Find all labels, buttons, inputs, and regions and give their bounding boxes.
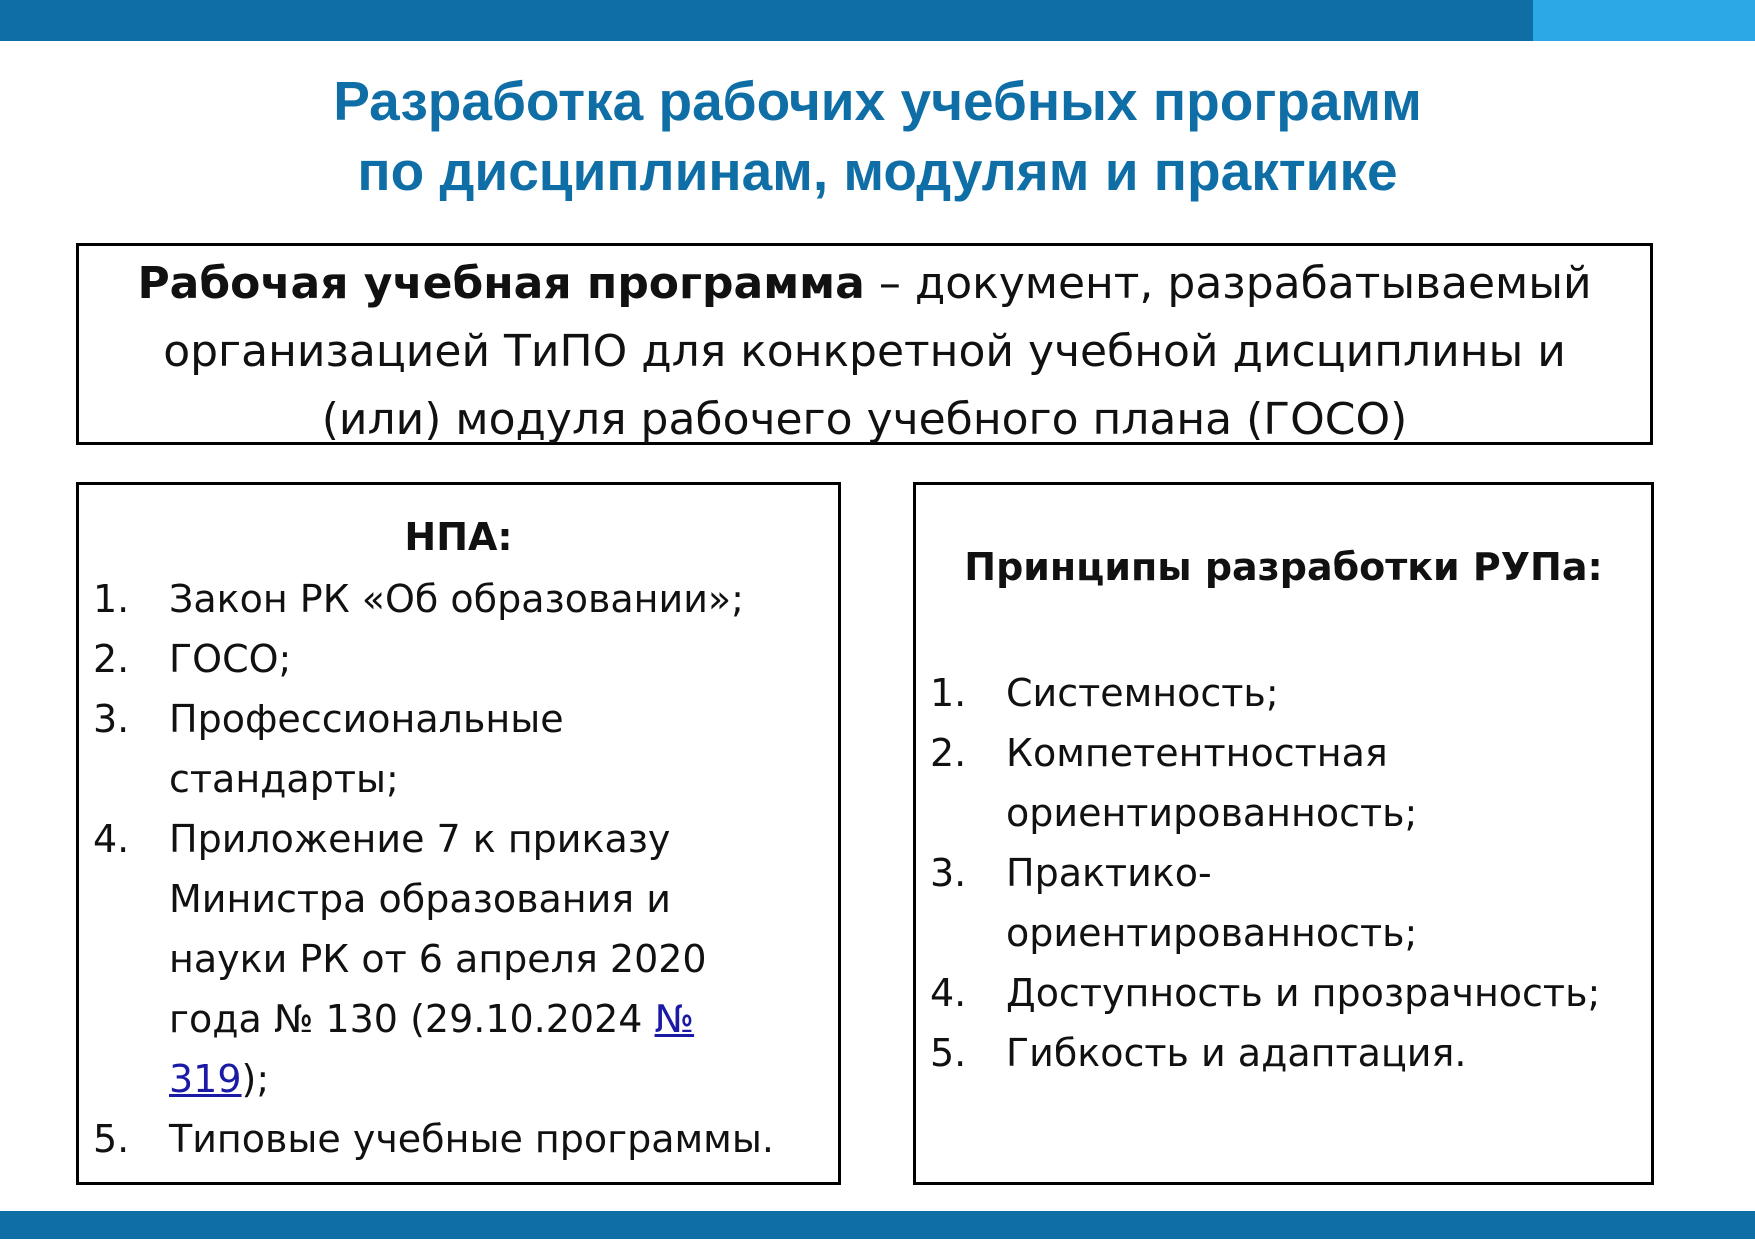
npa-item-text [169, 809, 838, 1109]
npa-item-line: Закон РК «Об образовании»; [169, 577, 744, 621]
npa-item-text [169, 689, 838, 809]
principles-item-text [1006, 663, 1651, 723]
principles-item-line: Доступность и прозрачность; [1006, 971, 1601, 1015]
npa-heading: НПА: [404, 515, 513, 559]
npa-item-number: 1. [93, 577, 130, 621]
principles-item-2 [916, 723, 1651, 843]
npa-item-number: 5. [93, 1117, 130, 1161]
npa-item-line [169, 1049, 838, 1109]
bottom-decorative-bar [0, 1211, 1755, 1239]
principles-item-line: ориентированность; [1006, 911, 1418, 955]
npa-item-line: ГОСО; [169, 637, 292, 681]
order-319-link-continued[interactable]: 319 [169, 1057, 242, 1101]
npa-item-line-tail: ); [241, 1057, 270, 1101]
top-accent-bar [1533, 0, 1755, 41]
slide-title [0, 66, 1755, 206]
principles-item-text [1006, 963, 1651, 1023]
npa-panel [76, 482, 841, 1185]
npa-item-text [169, 569, 838, 629]
principles-item-5 [916, 1023, 1651, 1083]
principles-item-text [1006, 723, 1651, 843]
principles-item-number: 3. [930, 851, 967, 895]
npa-item-line [169, 989, 838, 1049]
npa-item-3 [79, 689, 838, 809]
principles-list [916, 663, 1651, 1083]
slide-title-line-1: Разработка рабочих учебных программ [333, 70, 1422, 132]
definition-line-1-rest: – документ, разрабатываемый [864, 258, 1592, 309]
npa-item-4 [79, 809, 838, 1109]
principles-item-line: Гибкость и адаптация. [1006, 1031, 1467, 1075]
npa-item-line: стандарты; [169, 757, 399, 801]
principles-item-line: Компетентностная [1006, 731, 1388, 775]
principles-item-number: 5. [930, 1031, 967, 1075]
npa-item-line: Типовые учебные программы. [169, 1117, 774, 1161]
principles-item-text [1006, 843, 1651, 963]
npa-item-1 [79, 569, 838, 629]
npa-item-line-text: года № 130 (29.10.2024 [169, 997, 655, 1041]
npa-item-line: Министра образования и [169, 877, 671, 921]
principles-item-3 [916, 843, 1651, 963]
principles-item-text [1006, 1023, 1651, 1083]
definition-term: Рабочая учебная программа [137, 258, 865, 309]
principles-item-number: 4. [930, 971, 967, 1015]
order-319-link[interactable]: № [654, 997, 695, 1041]
principles-item-line: ориентированность; [1006, 791, 1418, 835]
npa-item-text [169, 1109, 838, 1169]
principles-panel [913, 482, 1654, 1185]
principles-item-number: 2. [930, 731, 967, 775]
npa-item-line: науки РК от 6 апреля 2020 [169, 937, 707, 981]
npa-list [79, 569, 838, 1169]
npa-item-text [169, 629, 838, 689]
top-decorative-bar [0, 0, 1755, 41]
definition-line-2: организацией ТиПО для конкретной учебной дисциплины и [163, 326, 1566, 377]
npa-item-number: 3. [93, 697, 130, 741]
npa-item-line: Приложение 7 к приказу [169, 817, 671, 861]
npa-item-number: 2. [93, 637, 130, 681]
principles-item-line: Практико- [1006, 851, 1212, 895]
definition-box [76, 243, 1653, 445]
npa-item-5 [79, 1109, 838, 1169]
principles-item-1 [916, 663, 1651, 723]
npa-item-2 [79, 629, 838, 689]
slide-title-line-2: по дисциплинам, модулям и практике [357, 140, 1398, 202]
definition-line-1 [79, 250, 1650, 318]
principles-heading: Принципы разработки РУПа: [964, 545, 1603, 589]
definition-line-3: (или) модуля рабочего учебного плана (ГОСО) [321, 394, 1408, 445]
npa-item-number: 4. [93, 817, 130, 861]
principles-item-4 [916, 963, 1651, 1023]
principles-item-number: 1. [930, 671, 967, 715]
principles-item-line: Системность; [1006, 671, 1279, 715]
npa-item-line: Профессиональные [169, 697, 564, 741]
